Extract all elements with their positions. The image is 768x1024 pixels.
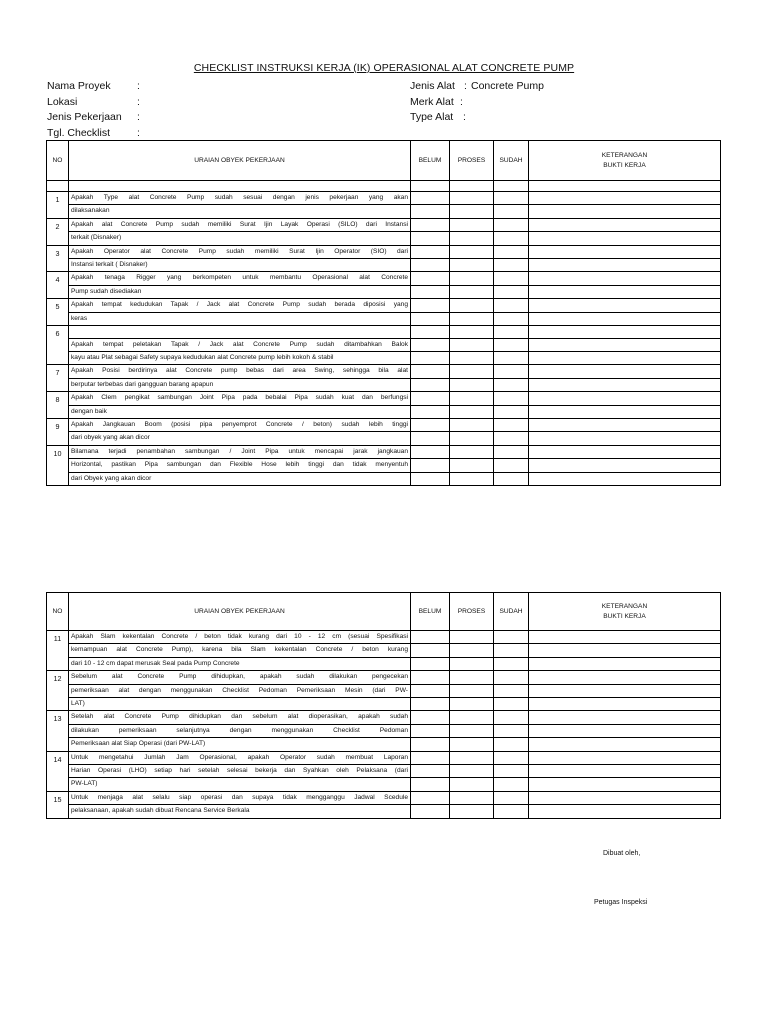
info-lokasi xyxy=(47,94,367,110)
keterangan-cell[interactable] xyxy=(529,338,721,351)
proses-cell[interactable] xyxy=(450,218,494,231)
keterangan-cell[interactable] xyxy=(529,392,721,405)
table-row xyxy=(47,724,721,737)
keterangan-cell[interactable] xyxy=(529,698,721,711)
info-colon: : xyxy=(460,95,463,108)
item-description: Apakah Clem pengikat sambungan Joint Pipa pada bebalai Pipa sudah kuat dan berfungsi xyxy=(69,392,411,405)
sudah-cell[interactable] xyxy=(494,684,529,697)
sudah-cell[interactable] xyxy=(494,192,529,205)
table-row xyxy=(47,205,721,218)
item-description: dari Obyek yang akan dicor xyxy=(69,472,411,485)
info-right xyxy=(410,78,710,125)
proses-cell[interactable] xyxy=(450,338,494,351)
spacer-row xyxy=(47,181,721,192)
keterangan-cell[interactable] xyxy=(529,326,721,339)
keterangan-cell[interactable] xyxy=(529,232,721,245)
item-number: 14 xyxy=(47,751,69,791)
table-row xyxy=(47,378,721,391)
sudah-cell[interactable] xyxy=(494,312,529,325)
keterangan-cell[interactable] xyxy=(529,259,721,272)
header-keterangan xyxy=(529,141,721,181)
sudah-cell[interactable] xyxy=(494,338,529,351)
belum-cell[interactable] xyxy=(411,472,450,485)
keterangan-cell[interactable] xyxy=(529,778,721,791)
proses-cell[interactable] xyxy=(450,245,494,258)
keterangan-cell[interactable] xyxy=(529,724,721,737)
header-keterangan-line2: BUKTI KERJA xyxy=(603,161,646,169)
table-row xyxy=(47,365,721,378)
keterangan-cell[interactable] xyxy=(529,631,721,644)
item-description: berputar terbebas dari gangguan barang apapun xyxy=(69,378,411,391)
belum-cell[interactable] xyxy=(411,312,450,325)
info-jenis-pekerjaan xyxy=(47,109,367,125)
proses-cell[interactable] xyxy=(450,791,494,804)
keterangan-cell[interactable] xyxy=(529,751,721,764)
sudah-cell[interactable] xyxy=(494,218,529,231)
keterangan-cell[interactable] xyxy=(529,805,721,818)
sudah-cell[interactable] xyxy=(494,778,529,791)
sudah-cell[interactable] xyxy=(494,791,529,804)
belum-cell[interactable] xyxy=(411,445,450,458)
proses-cell[interactable] xyxy=(450,432,494,445)
info-label: Jenis Alat xyxy=(410,80,455,92)
header-uraian: URAIAN OBYEK PEKERJAAN xyxy=(69,141,411,181)
item-description: Apakah Slam kekentalan Concrete / beton tidak kurang dari 10 - 12 cm (sesuai Spesifikasi xyxy=(69,631,411,644)
item-description: Bilamana terjadi penambahan sambungan / Joint Pipa untuk mencapai jarak jangkauan xyxy=(69,445,411,458)
belum-cell[interactable] xyxy=(411,432,450,445)
sudah-cell[interactable] xyxy=(494,259,529,272)
belum-cell[interactable] xyxy=(411,738,450,751)
belum-cell[interactable] xyxy=(411,326,450,339)
table-row xyxy=(47,684,721,697)
keterangan-cell[interactable] xyxy=(529,738,721,751)
item-description: Instansi terkait ( Disnaker) xyxy=(69,259,411,272)
table-row xyxy=(47,232,721,245)
sudah-cell[interactable] xyxy=(494,365,529,378)
item-number: 9 xyxy=(47,419,69,446)
item-description: dari obyek yang akan dicor xyxy=(69,432,411,445)
item-number: 3 xyxy=(47,245,69,272)
belum-cell[interactable] xyxy=(411,192,450,205)
proses-cell[interactable] xyxy=(450,299,494,312)
belum-cell[interactable] xyxy=(411,724,450,737)
info-colon: : xyxy=(464,80,467,92)
item-description: Apakah Posisi berdirinya alat Concrete pump bebas dari area Swing, sehingga bila alat xyxy=(69,365,411,378)
dibuat-oleh: Dibuat oleh, xyxy=(603,850,641,857)
item-description: Horizontal, pastikan Pipa sambungan dan Flexible Hose lebih tinggi dan tidak menyentuh xyxy=(69,459,411,472)
table-row xyxy=(47,272,721,285)
table-row xyxy=(47,671,721,684)
keterangan-cell[interactable] xyxy=(529,378,721,391)
item-number: 12 xyxy=(47,671,69,711)
info-label: Type Alat xyxy=(410,111,454,123)
proses-cell[interactable] xyxy=(450,671,494,684)
belum-cell[interactable] xyxy=(411,778,450,791)
item-description: Apakah tempat peletakan Tapak / Jack alat Concrete Pump sudah ditambahkan Balok xyxy=(69,338,411,351)
checklist-table-2 xyxy=(46,592,721,819)
belum-cell[interactable] xyxy=(411,405,450,418)
proses-cell[interactable] xyxy=(450,192,494,205)
item-description: dari 10 - 12 cm dapat merusak Seal pada Pump Concrete xyxy=(69,657,411,670)
proses-cell[interactable] xyxy=(450,631,494,644)
item-description: kemampuan alat Concrete Pump), karena bila Slam kekentalan Concrete / beton kurang xyxy=(69,644,411,657)
sudah-cell[interactable] xyxy=(494,644,529,657)
item-description: LAT) xyxy=(69,698,411,711)
item-description: dilaksanakan xyxy=(69,205,411,218)
proses-cell[interactable] xyxy=(450,805,494,818)
item-number: 8 xyxy=(47,392,69,419)
item-description: PW-LAT) xyxy=(69,778,411,791)
proses-cell[interactable] xyxy=(450,644,494,657)
header-sudah: SUDAH xyxy=(494,593,529,631)
belum-cell[interactable] xyxy=(411,657,450,670)
table-row xyxy=(47,351,721,364)
keterangan-cell[interactable] xyxy=(529,459,721,472)
table-row xyxy=(47,738,721,751)
sudah-cell[interactable] xyxy=(494,232,529,245)
belum-cell[interactable] xyxy=(411,698,450,711)
table-row xyxy=(47,338,721,351)
proses-cell[interactable] xyxy=(450,738,494,751)
item-number: 10 xyxy=(47,445,69,485)
keterangan-cell[interactable] xyxy=(529,272,721,285)
keterangan-cell[interactable] xyxy=(529,472,721,485)
sudah-cell[interactable] xyxy=(494,738,529,751)
info-merk-alat xyxy=(410,94,710,110)
belum-cell[interactable] xyxy=(411,631,450,644)
table-row xyxy=(47,644,721,657)
table-row xyxy=(47,218,721,231)
belum-cell[interactable] xyxy=(411,218,450,231)
belum-cell[interactable] xyxy=(411,711,450,724)
proses-cell[interactable] xyxy=(450,751,494,764)
item-number: 7 xyxy=(47,365,69,392)
keterangan-cell[interactable] xyxy=(529,791,721,804)
keterangan-cell[interactable] xyxy=(529,644,721,657)
keterangan-cell[interactable] xyxy=(529,218,721,231)
keterangan-cell[interactable] xyxy=(529,312,721,325)
item-description: Sebelum alat Concrete Pump dihidupkan, apakah sudah dilakukan pengecekan xyxy=(69,671,411,684)
header-keterangan-line1: KETERANGAN xyxy=(601,602,648,610)
info-colon: : xyxy=(137,95,140,108)
sudah-cell[interactable] xyxy=(494,299,529,312)
belum-cell[interactable] xyxy=(411,272,450,285)
info-colon: : xyxy=(137,111,140,123)
header-no: NO xyxy=(47,141,69,181)
table-row xyxy=(47,405,721,418)
proses-cell[interactable] xyxy=(450,711,494,724)
sudah-cell[interactable] xyxy=(494,472,529,485)
table-row xyxy=(47,459,721,472)
header-no: NO xyxy=(47,593,69,631)
sudah-cell[interactable] xyxy=(494,631,529,644)
table-row xyxy=(47,445,721,458)
keterangan-cell[interactable] xyxy=(529,351,721,364)
keterangan-cell[interactable] xyxy=(529,445,721,458)
info-label: Merk Alat xyxy=(410,95,454,108)
belum-cell[interactable] xyxy=(411,684,450,697)
item-number: 15 xyxy=(47,791,69,818)
table-row xyxy=(47,285,721,298)
belum-cell[interactable] xyxy=(411,245,450,258)
sudah-cell[interactable] xyxy=(494,405,529,418)
header-belum: BELUM xyxy=(411,593,450,631)
keterangan-cell[interactable] xyxy=(529,432,721,445)
item-number: 2 xyxy=(47,218,69,245)
table-row xyxy=(47,245,721,258)
keterangan-cell[interactable] xyxy=(529,657,721,670)
table-header-row xyxy=(47,593,721,631)
belum-cell[interactable] xyxy=(411,378,450,391)
info-left xyxy=(47,78,367,140)
table-row xyxy=(47,472,721,485)
proses-cell[interactable] xyxy=(450,378,494,391)
item-description: pelaksanaan, apakah sudah dibuat Rencana Service Berkala xyxy=(69,805,411,818)
belum-cell[interactable] xyxy=(411,765,450,778)
table-row xyxy=(47,299,721,312)
sudah-cell[interactable] xyxy=(494,805,529,818)
proses-cell[interactable] xyxy=(450,765,494,778)
info-label: Tgl. Checklist xyxy=(47,126,111,139)
table-row xyxy=(47,259,721,272)
item-description: Apakah tempat kedudukan Tapak / Jack alat Concrete Pump sudah berada diposisi yang xyxy=(69,299,411,312)
proses-cell[interactable] xyxy=(450,392,494,405)
item-description: Pemeriksaan alat Siap Operasi (dari PW-LAT) xyxy=(69,738,411,751)
info-nama-proyek xyxy=(47,78,367,94)
header-keterangan-line1: KETERANGAN xyxy=(601,151,648,159)
sudah-cell[interactable] xyxy=(494,245,529,258)
proses-cell[interactable] xyxy=(450,232,494,245)
proses-cell[interactable] xyxy=(450,472,494,485)
proses-cell[interactable] xyxy=(450,351,494,364)
table-header-row xyxy=(47,141,721,181)
proses-cell[interactable] xyxy=(450,459,494,472)
item-number: 11 xyxy=(47,631,69,671)
petugas-inspeksi: Petugas Inspeksi xyxy=(594,899,648,906)
item-description: pemeriksaan alat dengan menggunakan Checklist Pedoman Pemeriksaan Mesin (dari PW- xyxy=(69,684,411,697)
table-row xyxy=(47,432,721,445)
info-type-alat xyxy=(410,109,710,125)
proses-cell[interactable] xyxy=(450,365,494,378)
table-row xyxy=(47,326,721,339)
table-row xyxy=(47,805,721,818)
table-row xyxy=(47,192,721,205)
item-description: Apakah Jangkauan Boom (posisi pipa penyemprot Concrete / beton) sudah lebih tinggi xyxy=(69,419,411,432)
item-number: 4 xyxy=(47,272,69,299)
info-label: Jenis Pekerjaan xyxy=(47,111,122,123)
item-description: Apakah alat Concrete Pump sudah memiliki Surat Ijin Layak Operasi (SILO) dari Instansi xyxy=(69,218,411,231)
belum-cell[interactable] xyxy=(411,351,450,364)
sudah-cell[interactable] xyxy=(494,392,529,405)
item-description: terkait (Disnaker) xyxy=(69,232,411,245)
item-number: 1 xyxy=(47,192,69,219)
sudah-cell[interactable] xyxy=(494,459,529,472)
proses-cell[interactable] xyxy=(450,724,494,737)
sudah-cell[interactable] xyxy=(494,205,529,218)
header-uraian: URAIAN OBYEK PEKERJAAN xyxy=(69,593,411,631)
sudah-cell[interactable] xyxy=(494,724,529,737)
belum-cell[interactable] xyxy=(411,299,450,312)
belum-cell[interactable] xyxy=(411,205,450,218)
table-body-1 xyxy=(47,192,721,486)
table-row xyxy=(47,791,721,804)
sudah-cell[interactable] xyxy=(494,326,529,339)
info-label: Nama Proyek xyxy=(47,80,111,92)
keterangan-cell[interactable] xyxy=(529,419,721,432)
proses-cell[interactable] xyxy=(450,445,494,458)
keterangan-cell[interactable] xyxy=(529,765,721,778)
keterangan-cell[interactable] xyxy=(529,671,721,684)
header-keterangan xyxy=(529,593,721,631)
table-row xyxy=(47,657,721,670)
item-description: Apakah Type alat Concrete Pump sudah sesuai dengan jenis pekerjaan yang akan xyxy=(69,192,411,205)
sudah-cell[interactable] xyxy=(494,378,529,391)
belum-cell[interactable] xyxy=(411,751,450,764)
proses-cell[interactable] xyxy=(450,205,494,218)
table-row xyxy=(47,765,721,778)
item-number: 13 xyxy=(47,711,69,751)
belum-cell[interactable] xyxy=(411,285,450,298)
header-proses: PROSES xyxy=(450,593,494,631)
proses-cell[interactable] xyxy=(450,684,494,697)
table-row xyxy=(47,392,721,405)
item-number: 6 xyxy=(47,326,69,365)
proses-cell[interactable] xyxy=(450,326,494,339)
sudah-cell[interactable] xyxy=(494,711,529,724)
sudah-cell[interactable] xyxy=(494,671,529,684)
proses-cell[interactable] xyxy=(450,778,494,791)
header-sudah: SUDAH xyxy=(494,141,529,181)
header-keterangan-line2: BUKTI KERJA xyxy=(603,612,646,620)
info-value: Concrete Pump xyxy=(471,80,544,92)
sudah-cell[interactable] xyxy=(494,432,529,445)
proses-cell[interactable] xyxy=(450,285,494,298)
sudah-cell[interactable] xyxy=(494,285,529,298)
document-title: CHECKLIST INSTRUKSI KERJA (IK) OPERASIONAL ALAT CONCRETE PUMP xyxy=(193,62,575,74)
belum-cell[interactable] xyxy=(411,805,450,818)
proses-cell[interactable] xyxy=(450,312,494,325)
keterangan-cell[interactable] xyxy=(529,684,721,697)
item-description: keras xyxy=(69,312,411,325)
keterangan-cell[interactable] xyxy=(529,365,721,378)
table-row xyxy=(47,698,721,711)
sudah-cell[interactable] xyxy=(494,419,529,432)
sudah-cell[interactable] xyxy=(494,657,529,670)
info-label: Lokasi xyxy=(47,95,78,108)
item-description: Untuk menjaga alat selalu siap operasi dan supaya tidak mengganggu Jadwal Scedule xyxy=(69,791,411,804)
item-description xyxy=(69,326,411,339)
sudah-cell[interactable] xyxy=(494,351,529,364)
belum-cell[interactable] xyxy=(411,459,450,472)
item-description: Untuk mengetahui Jumlah Jam Operasional, apakah Operator sudah membuat Laporan xyxy=(69,751,411,764)
info-colon: : xyxy=(137,126,140,139)
sudah-cell[interactable] xyxy=(494,751,529,764)
item-description: Setelah alat Concrete Pump dihidupkan dan sebelum alat dioperasikan, apakah sudah xyxy=(69,711,411,724)
info-colon: : xyxy=(463,111,466,123)
proses-cell[interactable] xyxy=(450,259,494,272)
checklist-table-1 xyxy=(46,140,721,486)
belum-cell[interactable] xyxy=(411,259,450,272)
table-row xyxy=(47,312,721,325)
header-belum: BELUM xyxy=(411,141,450,181)
proses-cell[interactable] xyxy=(450,657,494,670)
item-description: Harian Operasi (LHO) setiap hari setelah selesai bekerja dan Syahkan oleh Pelaksana (dari xyxy=(69,765,411,778)
belum-cell[interactable] xyxy=(411,392,450,405)
table-row xyxy=(47,751,721,764)
item-description: dengan baik xyxy=(69,405,411,418)
keterangan-cell[interactable] xyxy=(529,299,721,312)
belum-cell[interactable] xyxy=(411,671,450,684)
sudah-cell[interactable] xyxy=(494,698,529,711)
belum-cell[interactable] xyxy=(411,232,450,245)
proses-cell[interactable] xyxy=(450,405,494,418)
sudah-cell[interactable] xyxy=(494,765,529,778)
proses-cell[interactable] xyxy=(450,698,494,711)
sudah-cell[interactable] xyxy=(494,445,529,458)
belum-cell[interactable] xyxy=(411,365,450,378)
info-tgl-checklist xyxy=(47,125,367,141)
item-description: dilakukan pemeriksaan selanjutnya dengan menggunakan Checklist Pedoman xyxy=(69,724,411,737)
item-description: Apakah Operator alat Concrete Pump sudah memiliki Surat Ijin Operator (SIO) dari xyxy=(69,245,411,258)
keterangan-cell[interactable] xyxy=(529,285,721,298)
keterangan-cell[interactable] xyxy=(529,192,721,205)
keterangan-cell[interactable] xyxy=(529,245,721,258)
info-colon: : xyxy=(137,80,140,92)
table-row xyxy=(47,419,721,432)
item-number: 5 xyxy=(47,299,69,326)
keterangan-cell[interactable] xyxy=(529,711,721,724)
belum-cell[interactable] xyxy=(411,419,450,432)
table-row xyxy=(47,778,721,791)
proses-cell[interactable] xyxy=(450,272,494,285)
header-proses: PROSES xyxy=(450,141,494,181)
info-jenis-alat xyxy=(410,78,710,94)
keterangan-cell[interactable] xyxy=(529,405,721,418)
sudah-cell[interactable] xyxy=(494,272,529,285)
table-body-2 xyxy=(47,631,721,819)
item-description: kayu atau Plat sebagai Safety supaya kedudukan alat Concrete pump lebih kokoh & stabil xyxy=(69,351,411,364)
table-row xyxy=(47,631,721,644)
belum-cell[interactable] xyxy=(411,791,450,804)
item-description: Apakah tenaga Rigger yang berkompeten untuk membantu Operasional alat Concrete xyxy=(69,272,411,285)
belum-cell[interactable] xyxy=(411,644,450,657)
belum-cell[interactable] xyxy=(411,338,450,351)
keterangan-cell[interactable] xyxy=(529,205,721,218)
item-description: Pump sudah disediakan xyxy=(69,285,411,298)
proses-cell[interactable] xyxy=(450,419,494,432)
table-row xyxy=(47,711,721,724)
